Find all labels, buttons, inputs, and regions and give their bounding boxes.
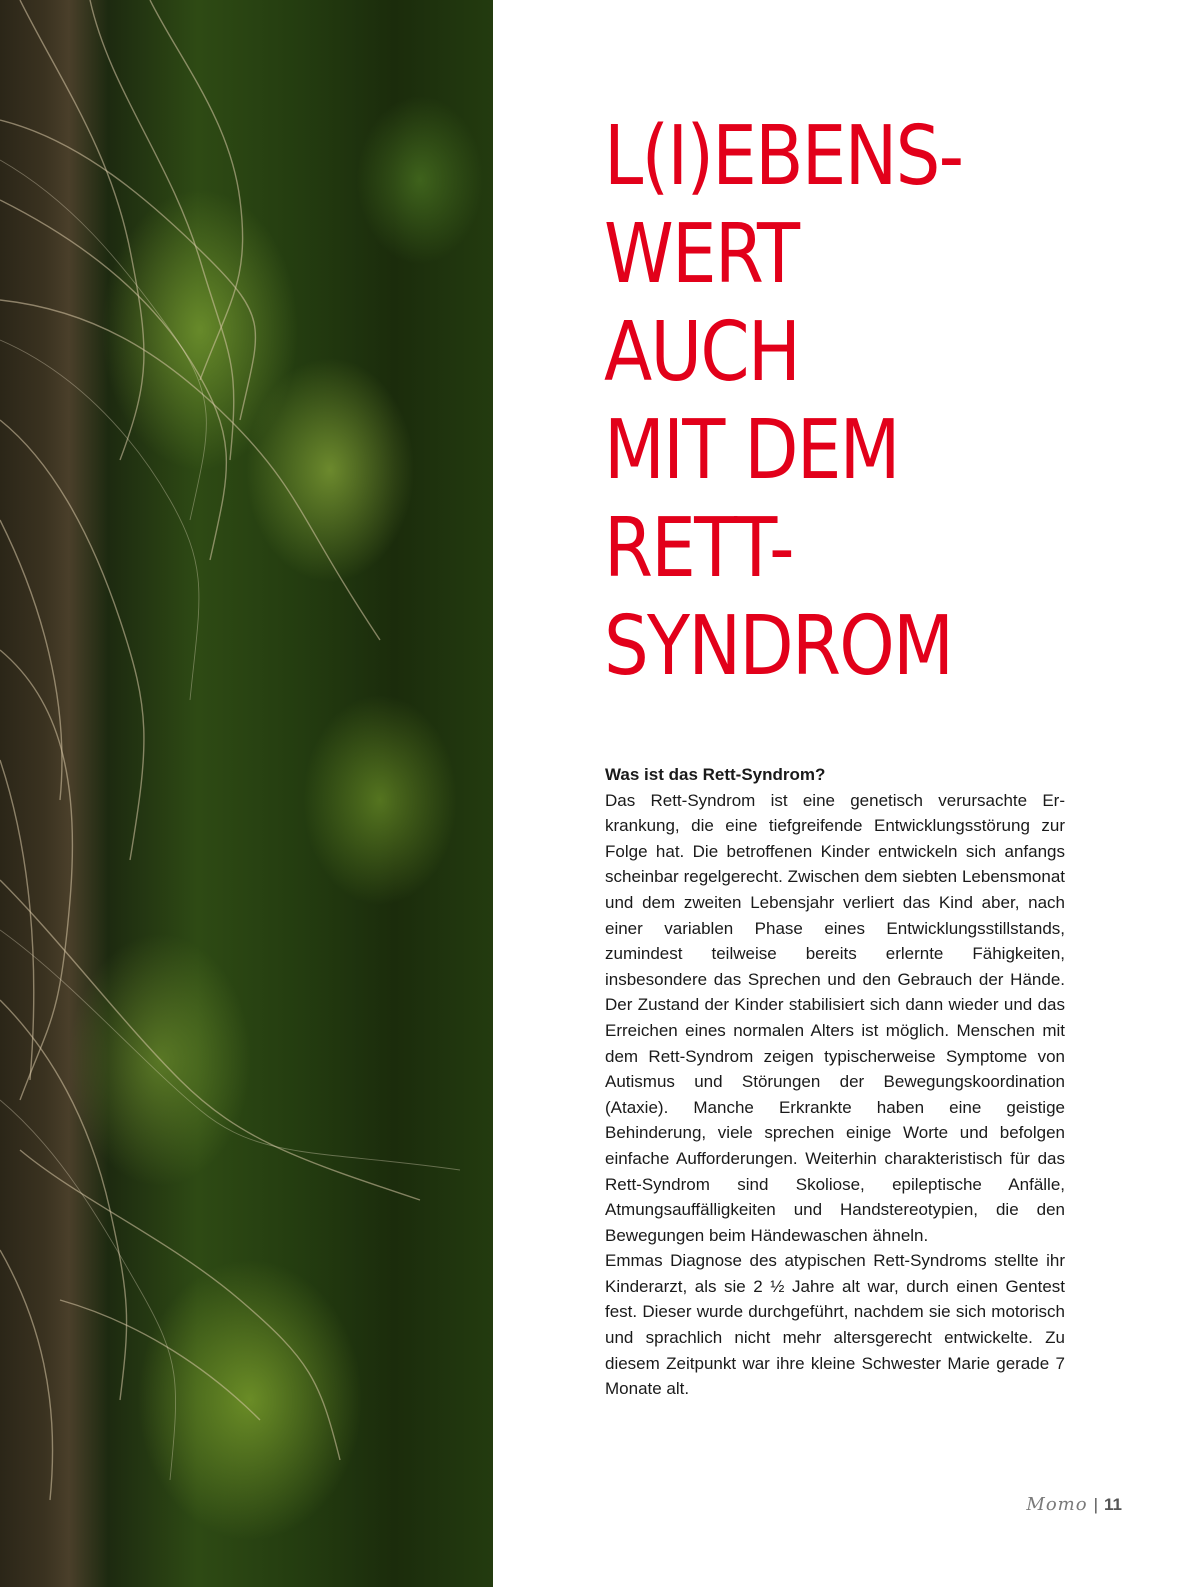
magazine-brand: Momo [1026,1494,1088,1515]
title-line: AUCH [604,305,800,400]
title-line: WERT [604,207,799,302]
article-body [605,762,1065,1402]
footer-separator: | [1093,1494,1099,1514]
title-line: SYNDROM [604,599,953,694]
page-number: 11 [1104,1494,1122,1514]
section-heading: Was ist das Rett-Syndrom? [605,765,826,784]
body-paragraph: Emmas Diagnose des atypischen Rett-Syndroms stellte ihr Kinderarzt, als sie 2 ½ Jahre alt war, durch einen Gentest fest. Dieser wurde durchgeführt, nachdem sie sich motorisch und sprachlich nicht mehr altersgerecht entwickelte. Zu diesem Zeitpunkt war ihre kleine Schwester Marie gerade 7 Monate alt. [605,1251,1065,1399]
body-paragraph: Das Rett-Syndrom ist eine genetisch verursachte Erkrankung, die eine tiefgreifende Entwicklungsstörung zur Folge hat. Die betroffenen Kinder entwickeln sich anfangs scheinbar regelgerecht. Zwischen dem siebten Lebensmonat und dem zweiten Lebensjahr verliert das Kind aber, nach einer variablen Phase eines Entwicklungsstillstands, zumindest teilweise bereits erlernte Fähigkeiten, insbesondere das Sprechen und den Gebrauch der Hände. Der Zustand der Kinder stabilisiert sich dann wieder und das Erreichen eines normalen Alters ist möglich. Menschen mit dem Rett-Syndrom zeigen typischerweise Symptome von Autismus und Störungen der Bewegungskoordination (Ataxie). Manche Erkrankte haben eine geistige Behinderung, viele sprechen einige Worte und befolgen einfache Aufforderungen. Weiterhin charakteristisch für das Rett-Syndrom sind Skoliose, epileptische Anfälle, Atmungsauffälligkeiten und Handstereotypien, die den Bewegungen beim Händewaschen ähneln. [605,790,1065,1245]
title-line: L(I)EBENS- [604,109,963,204]
forest-photo [0,0,493,1587]
hair-strands-overlay [0,0,493,1587]
title-line: MIT DEM [604,403,899,498]
page-footer [1026,1494,1122,1515]
article-title [604,108,1086,696]
title-line: RETT- [604,501,793,596]
